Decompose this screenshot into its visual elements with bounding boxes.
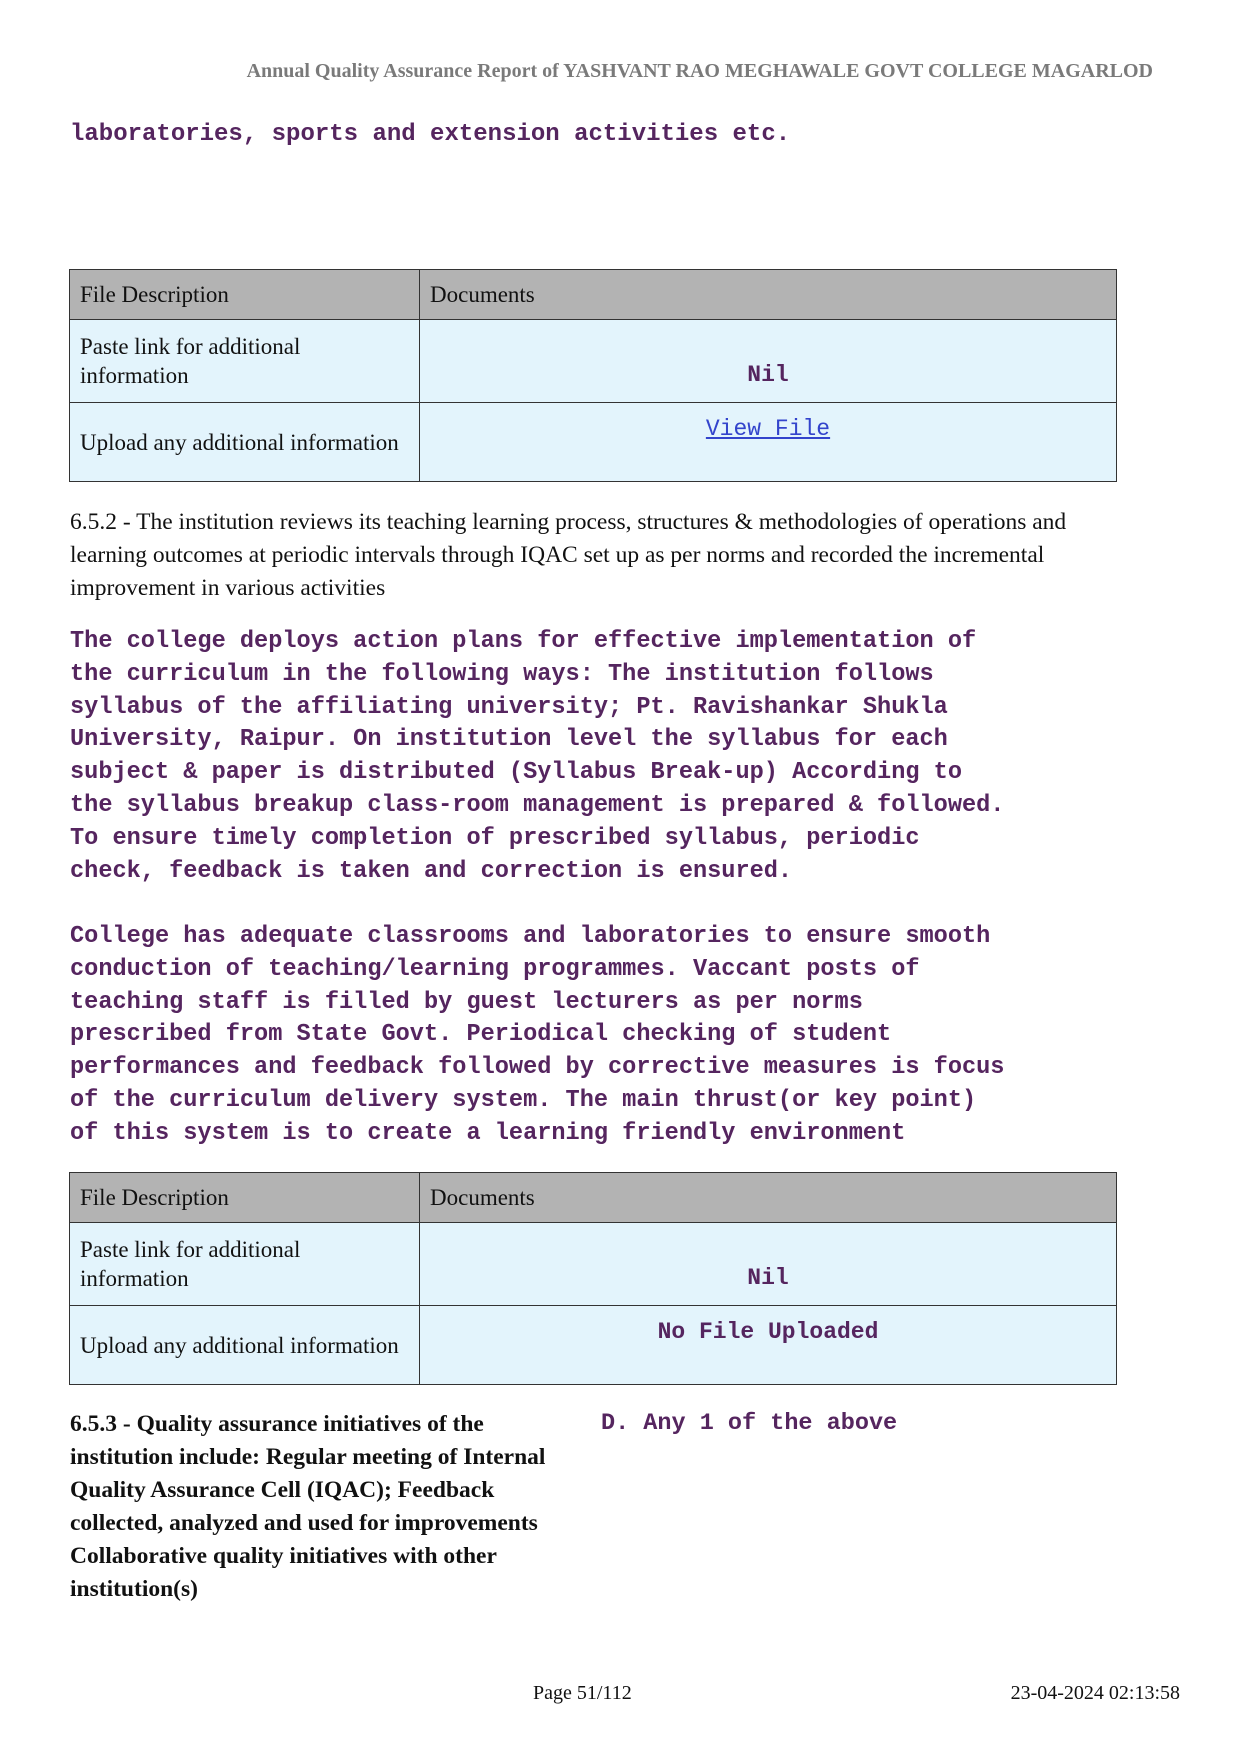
row-label: Upload any additional information bbox=[70, 1306, 420, 1385]
report-header-title: Annual Quality Assurance Report of YASHVANT RAO MEGHAWALE GOVT COLLEGE MAGARLOD bbox=[246, 60, 1153, 82]
row-label: Paste link for additional information bbox=[70, 320, 420, 403]
table-header-row bbox=[70, 270, 1117, 320]
page-number: Page 51/112 bbox=[533, 1682, 632, 1704]
answer-6-5-3: D. Any 1 of the above bbox=[601, 1410, 898, 1437]
question-6-5-2: 6.5.2 - The institution reviews its teaching learning process, structures & methodologies of operations and learning outcomes at periodic intervals through IQAC set up as per norms and recorded the incremental improvement in various activities bbox=[70, 509, 1067, 601]
answer-paragraph-1: The college deploys action plans for effective implementation of the curriculum in the following ways: The institution follows syllabus of the affiliating university; Pt. Ravishankar Shukla University, Raipur. On institution level the syllabus for each subject & paper is distributed (Syllabus Break-up) According to the syllabus breakup class-room management is prepared & followed. To ensure timely completion of prescribed syllabus, periodic check, feedback is taken and correction is ensured. bbox=[70, 628, 1005, 885]
question-6-5-3: 6.5.3 - Quality assurance initiatives of the institution include: Regular meeting of Internal Quality Assurance Cell (IQAC); Feedback collected, analyzed and used for improvements Collaborative quality initiatives with other institution(s) bbox=[70, 1411, 546, 1602]
row-value-nil: Nil bbox=[747, 361, 789, 388]
row-value-cell bbox=[420, 1306, 1117, 1385]
table-header-documents: Documents bbox=[420, 270, 1117, 320]
table-header-documents: Documents bbox=[420, 1173, 1117, 1223]
table-row bbox=[70, 1223, 1117, 1306]
row-value-nil: Nil bbox=[747, 1264, 789, 1291]
continuation-text: laboratories, sports and extension activities etc. bbox=[70, 121, 791, 148]
table-row bbox=[70, 403, 1117, 482]
row-value-cell bbox=[420, 1223, 1117, 1306]
row-value-cell bbox=[420, 320, 1117, 403]
generated-timestamp: 23-04-2024 02:13:58 bbox=[1010, 1682, 1180, 1704]
table-header-row bbox=[70, 1173, 1117, 1223]
table-row bbox=[70, 320, 1117, 403]
view-file-link[interactable]: View File bbox=[705, 415, 831, 442]
row-label: Upload any additional information bbox=[70, 403, 420, 482]
table-header-file-description: File Description bbox=[70, 270, 420, 320]
row-value-no-file-uploaded: No File Uploaded bbox=[657, 1318, 879, 1345]
file-description-table-1 bbox=[69, 269, 1117, 482]
file-description-table-2 bbox=[69, 1172, 1117, 1385]
table-row bbox=[70, 1306, 1117, 1385]
answer-paragraph-2: College has adequate classrooms and laboratories to ensure smooth conduction of teaching/learning programmes. Vaccant posts of teaching staff is filled by guest lecturers as per norms prescribed from State Govt. Periodical checking of student performances and feedback followed by corrective measures is focus of the curriculum delivery system. The main thrust(or key point) of this system is to create a learning friendly environment bbox=[70, 923, 1005, 1147]
row-value-cell bbox=[420, 403, 1117, 482]
table-header-file-description: File Description bbox=[70, 1173, 420, 1223]
row-label: Paste link for additional information bbox=[70, 1223, 420, 1306]
